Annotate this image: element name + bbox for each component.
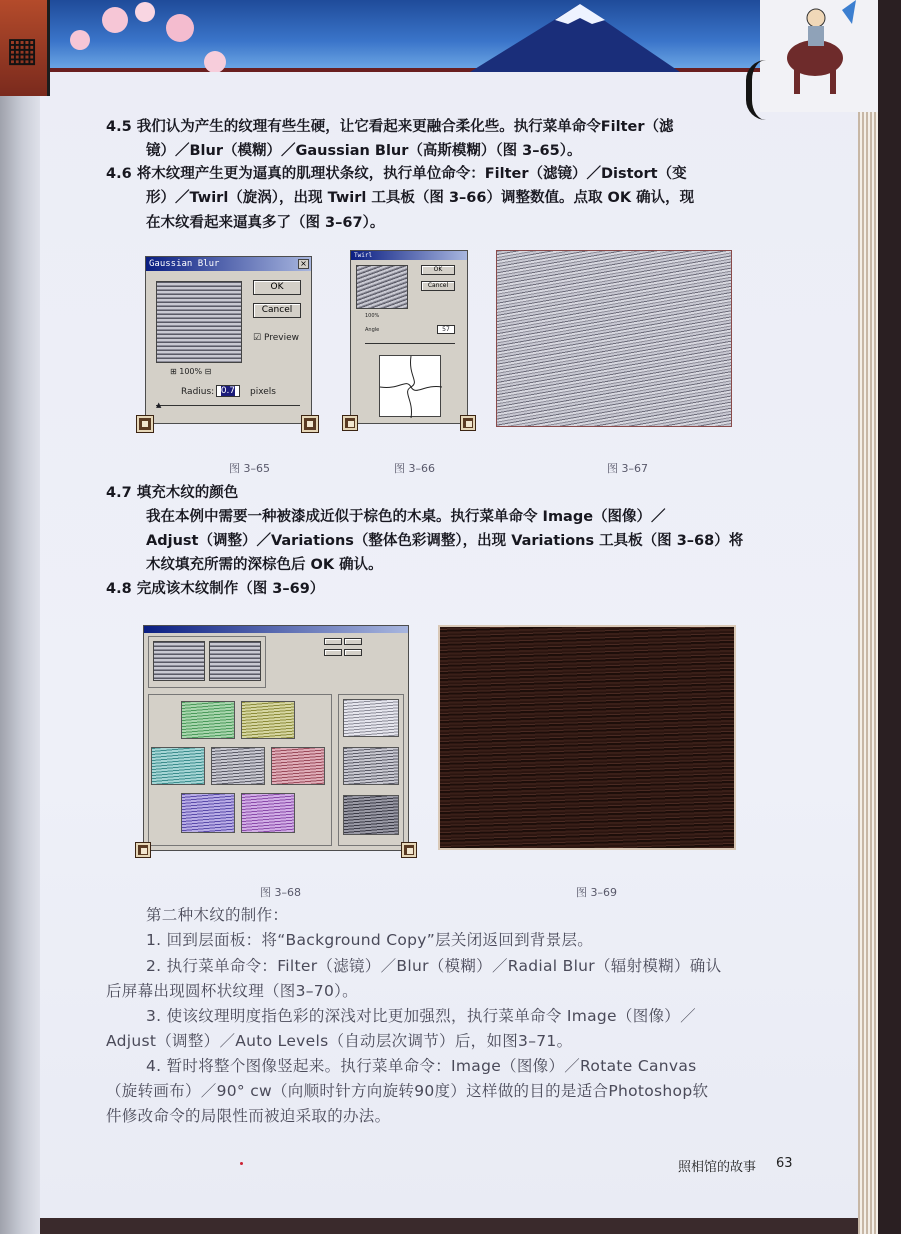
page-edges xyxy=(858,100,878,1234)
step-2-line-1: 2. 执行菜单命令：Filter（滤镜）／Blur（模糊）／Radial Blur（辐射模糊）确认 xyxy=(146,957,722,975)
close-icon[interactable]: × xyxy=(298,259,309,269)
paragraph-4-6-line-2: 形）／Twirl（旋涡），出现 Twirl 工具板（图 3–66）调整数值。点取 OK 确认，现 xyxy=(146,190,695,206)
paragraph-4-6-line-3: 在木纹看起来逼真多了（图 3–67）。 xyxy=(146,215,385,231)
step-3-line-1: 3. 使该纹理明度指色彩的深浅对比更加强烈，执行菜单命令 Image（图像）／ xyxy=(146,1007,696,1025)
frame-corner-icon xyxy=(402,843,416,857)
lightness-panel xyxy=(338,694,404,846)
angle-slider[interactable] xyxy=(365,343,455,344)
gray-wood-texture xyxy=(496,250,732,427)
section-title: 第二种木纹的制作： xyxy=(146,906,289,924)
current-pick-thumbnail[interactable] xyxy=(211,747,265,785)
radius-slider[interactable] xyxy=(156,405,300,406)
more-cyan-thumbnail[interactable] xyxy=(151,747,205,785)
page-number: 63 xyxy=(776,1156,793,1171)
more-red-thumbnail[interactable] xyxy=(271,747,325,785)
preview-thumbnail xyxy=(156,281,242,363)
frame-corner-icon xyxy=(136,843,150,857)
gaussian-blur-dialog xyxy=(145,256,312,424)
darker-thumbnail[interactable] xyxy=(343,795,399,835)
figure-caption: 图 3–65 xyxy=(229,462,270,475)
book-spine xyxy=(0,0,40,1234)
ok-button[interactable]: OK xyxy=(421,265,455,275)
twirl-dialog xyxy=(350,250,468,424)
zoom-value: 100% xyxy=(179,367,203,376)
current-pick-thumbnail xyxy=(209,641,261,681)
more-yellow-thumbnail[interactable] xyxy=(241,701,295,739)
more-magenta-thumbnail[interactable] xyxy=(241,793,295,833)
step-4-line-3: 件修改命令的局限性而被迫采取的办法。 xyxy=(106,1107,391,1125)
header-swoosh xyxy=(746,60,786,120)
frame-corner-icon xyxy=(137,416,153,432)
dialog-title: Twirl xyxy=(351,251,467,260)
frame-corner-icon xyxy=(302,416,318,432)
paragraph-4-6-line-1: 4.6 将木纹理产生更为逼真的肌理状条纹，执行单位命令：Filter（滤镜）／Distort（变 xyxy=(106,166,687,182)
header-sign xyxy=(0,0,50,96)
running-footer-title: 照相馆的故事 xyxy=(678,1160,757,1175)
mountain-illustration xyxy=(40,0,760,72)
figure-caption: 图 3–69 xyxy=(576,886,617,899)
zoom-value: 100% xyxy=(365,313,380,319)
radius-label: Radius: xyxy=(181,387,215,397)
angle-input[interactable]: 57 xyxy=(437,325,455,334)
paragraph-4-5-line-2: 镜）／Blur（模糊）／Gaussian Blur（高斯模糊）（图 3–65）。 xyxy=(146,143,582,159)
twirl-preview-grid xyxy=(379,355,441,417)
dialog-title xyxy=(144,626,408,633)
radius-value: 0.7 xyxy=(220,386,236,396)
preview-label: Preview xyxy=(263,333,299,343)
sign-glyph: ▦ xyxy=(6,30,39,70)
more-green-thumbnail[interactable] xyxy=(181,701,235,739)
preview-checkbox[interactable]: ☑ Preview xyxy=(253,333,299,343)
cancel-button[interactable] xyxy=(344,638,362,645)
header-illustration xyxy=(40,0,760,72)
variations-dialog xyxy=(143,625,409,851)
more-blue-thumbnail[interactable] xyxy=(181,793,235,833)
paragraph-4-5-line-1: 4.5 我们认为产生的纹理有些生硬，让它看起来更融合柔化些。执行菜单命令Filter（滤 xyxy=(106,119,674,135)
frame-corner-icon xyxy=(343,416,357,430)
step-3-line-2: Adjust（调整）／Auto Levels（自动层次调节）后，如图3–71。 xyxy=(106,1032,573,1050)
figure-caption: 图 3–67 xyxy=(607,462,648,475)
print-mark xyxy=(240,1162,243,1165)
figure-caption: 图 3–68 xyxy=(260,886,301,899)
original-thumbnail xyxy=(153,641,205,681)
cancel-button[interactable]: Cancel xyxy=(421,281,455,291)
book-cover-edge xyxy=(878,0,901,1234)
step-4-line-2: （旋转画布）／90° cw（向顺时针方向旋转90度）这样做的目的是适合Photoshop软 xyxy=(106,1082,709,1100)
ok-button[interactable] xyxy=(324,638,342,645)
load-button[interactable] xyxy=(324,649,342,656)
step-1: 1. 回到层面板：将“Background Copy”层关闭返回到背景层。 xyxy=(146,931,594,949)
frame-corner-icon xyxy=(461,416,475,430)
preview-thumbnail xyxy=(356,265,408,309)
radius-unit: pixels xyxy=(250,387,276,397)
color-variations-panel xyxy=(148,694,332,846)
dialog-title: Gaussian Blur xyxy=(146,257,311,271)
step-2-line-2: 后屏幕出现圆杯状纹理（图3–70）。 xyxy=(106,982,358,1000)
paragraph-4-8: 4.8 完成该木纹制作（图 3–69） xyxy=(106,581,325,597)
save-button[interactable] xyxy=(344,649,362,656)
angle-label: Angle xyxy=(365,327,380,333)
cancel-button[interactable]: Cancel xyxy=(253,303,301,318)
brown-wood-texture xyxy=(438,625,736,850)
slider-handle-icon[interactable]: ▲ xyxy=(156,401,162,409)
current-lightness-thumbnail[interactable] xyxy=(343,747,399,785)
zoom-control[interactable]: ⊞ 100% ⊟ xyxy=(170,367,212,376)
original-current-panel xyxy=(148,636,266,688)
radius-input[interactable] xyxy=(216,385,240,397)
paragraph-4-7-line-3: 木纹填充所需的深棕色后 OK 确认。 xyxy=(146,557,383,573)
heading-4-7: 4.7 填充木纹的颜色 xyxy=(106,485,239,501)
paragraph-4-7-line-1: 我在本例中需要一种被漆成近似于棕色的木桌。执行菜单命令 Image（图像）／ xyxy=(146,509,666,525)
lighter-thumbnail[interactable] xyxy=(343,699,399,737)
step-4-line-1: 4. 暂时将整个图像竖起来。执行菜单命令：Image（图像）／Rotate Canvas xyxy=(146,1057,697,1075)
paragraph-4-7-line-2: Adjust（调整）／Variations（整体色彩调整），出现 Variations 工具板（图 3–68）将 xyxy=(146,533,744,549)
ok-button[interactable]: OK xyxy=(253,280,301,295)
figure-caption: 图 3–66 xyxy=(394,462,435,475)
